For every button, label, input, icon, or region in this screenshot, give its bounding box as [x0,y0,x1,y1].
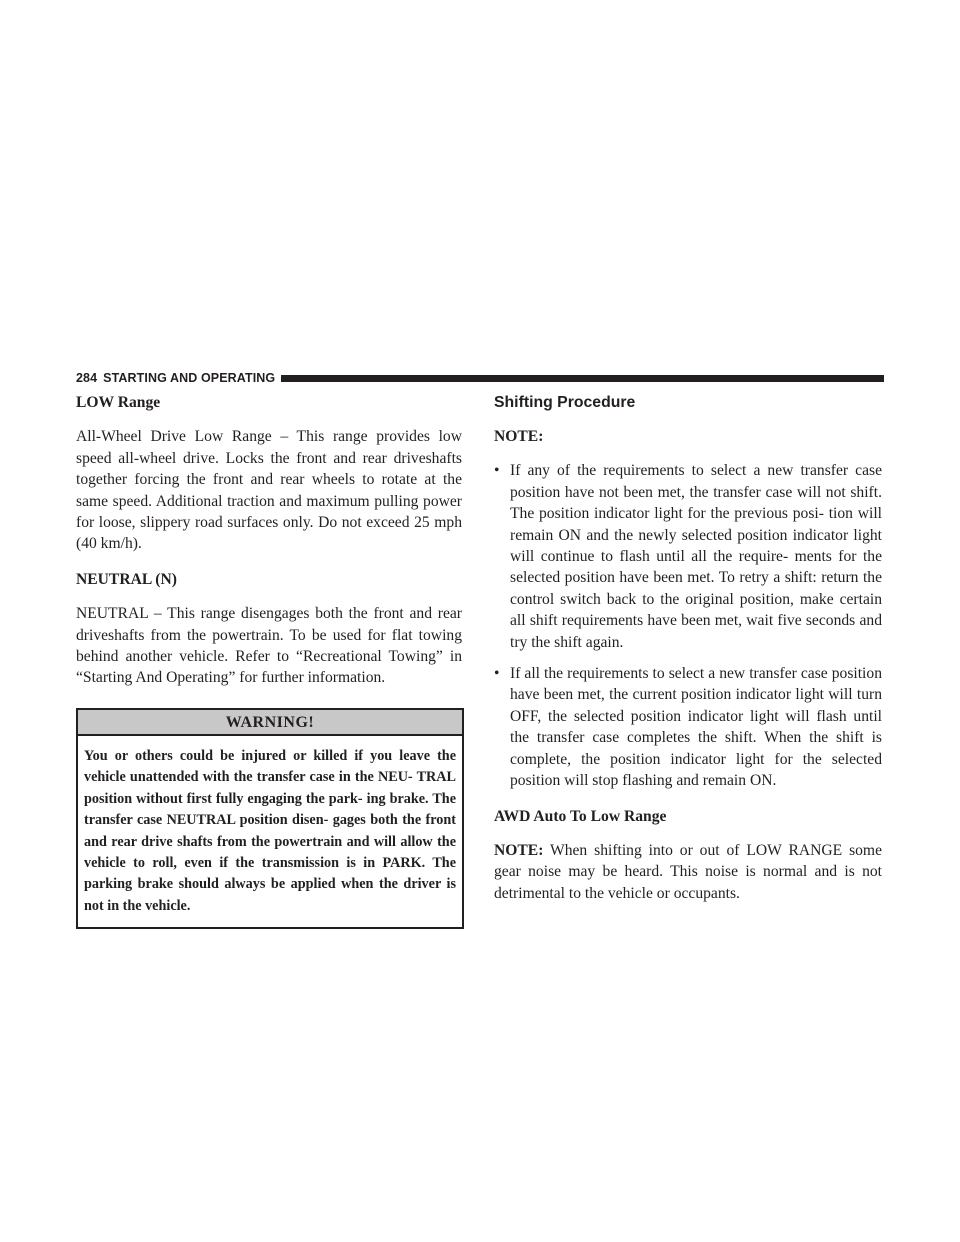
note-bullet-list [494,460,882,791]
awd-auto-to-low-heading: AWD Auto To Low Range [494,807,667,825]
page-header [76,370,884,386]
section-title: STARTING AND OPERATING [103,371,276,385]
awd-note-text: When shifting into or out of LOW RANGE some gear noise may be heard. This noise is normal and is not detrimental to the vehicle or occupants. [494,841,882,902]
note-heading: NOTE: [494,428,544,445]
bullet-icon: • [494,462,500,480]
awd-note-paragraph [494,840,882,904]
neutral-heading: NEUTRAL (N) [76,570,177,588]
note-label: NOTE: [494,841,544,859]
header-rule [281,375,884,382]
low-range-paragraph: All-Wheel Drive Low Range – This range provides low speed all-wheel drive. Locks the front and rear driveshafts together forcing the front and rear wheels to rotate at the same speed. Additional traction and maximum pulling power for loose, slippery road surfaces only. Do not exceed 25 mph (40 km/h). [76,428,462,553]
right-column [494,392,882,904]
list-item-text: If any of the requirements to select a new transfer case position have not been met, the transfer case will not shift. The position indicator light for the previous posi- tion will remain ON and the newly selected position indicator light will continue to flash until all the require- ments for the selected position have been met. To retry a shift: return the control switch back to the original position, make certain all shift requirements have been met, wait five seconds and try the shift again. [510,462,882,651]
page-number: 284 [76,371,98,385]
warning-box [76,708,464,929]
list-item [494,460,882,653]
warning-title: WARNING! [78,710,462,736]
low-range-heading: LOW Range [76,394,161,411]
warning-text: You or others could be injured or killed if you leave the vehicle unattended with the transfer case in the NEU- TRAL position without first fully engaging the park- ing brake. The transfer case NEUTRAL position disen- gages both the front and rear drive shafts from the powertrain and will allow the vehicle to roll, even if the transmission is in PARK. The parking brake should always be applied when the driver is not in the vehicle. [84,747,456,914]
list-item-text: If all the requirements to select a new transfer case position have been met, the current position indicator light will turn OFF, the selected position indicator light will flash until the transfer case completes the shift. When the shift is complete, the position indicator light for the selected position will stop flashing and remain ON. [510,665,882,790]
shifting-procedure-heading: Shifting Procedure [494,394,636,411]
list-item [494,663,882,791]
neutral-paragraph: NEUTRAL – This range disengages both the front and rear driveshafts from the powertrain. To be used for flat towing behind another vehicle. Refer to “Recreational Towing” in “Starting And Operating” for further information. [76,605,462,687]
bullet-icon: • [494,665,500,683]
left-column [76,392,462,929]
